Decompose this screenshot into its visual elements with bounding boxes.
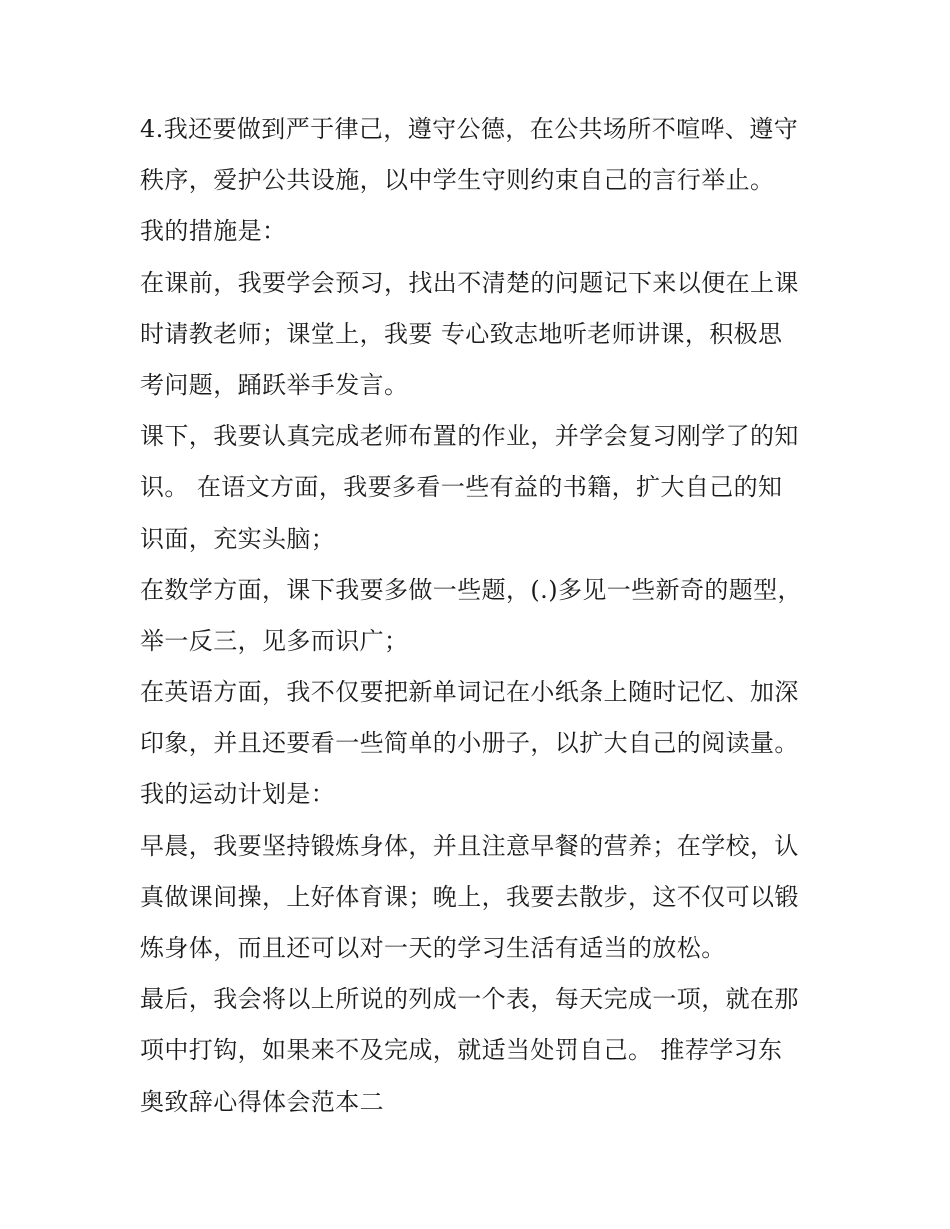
document-body <box>140 104 820 1128</box>
text-line: 识面，充实头脑； <box>140 524 336 553</box>
text-line: 秩序，爱护公共设施，以中学生守则约束自己的言行举止。 <box>140 166 775 195</box>
text-line: 炼身体，而且还可以对一天的学习生活有适当的放松。 <box>140 934 726 962</box>
text-line: 真做课间操，上好体育课；晚上，我要去散步，这不仅可以锻 <box>140 882 799 911</box>
text-line: 在数学方面，课下我要多做一些题，(.)多见一些新奇的题型， <box>140 575 802 604</box>
text-line: 我的运动计划是： <box>140 780 336 809</box>
text-line: 课下，我要认真完成老师布置的作业，并学会复习刚学了的知 <box>140 422 799 451</box>
text-line: 项中打钩，如果来不及完成，就适当处罚自己。 推荐学习东 <box>140 1036 783 1065</box>
text-line: 考问题，踊跃举手发言。 <box>140 370 409 399</box>
text-line: 4.我还要做到严于律己，遵守公德，在公共场所不喧哗、遵守 <box>140 115 799 143</box>
text-line: 早晨，我要坚持锻炼身体，并且注意早餐的营养；在学校，认 <box>140 831 799 860</box>
text-line: 举一反三，见多而识广； <box>140 626 409 655</box>
text-line: 识。 在语文方面，我要多看一些有益的书籍，扩大自己的知 <box>140 473 783 502</box>
text-line: 时请教老师；课堂上，我要 专心致志地听老师讲课，积极思 <box>140 319 783 348</box>
text-line: 印象，并且还要看一些简单的小册子，以扩大自己的阅读量。 <box>140 729 799 758</box>
text-line: 在课前，我要学会预习，找出不清楚的问题记下来以便在上课 <box>140 268 799 297</box>
text-line: 在英语方面，我不仅要把新单词记在小纸条上随时记忆、加深 <box>140 678 799 707</box>
text-line: 奥致辞心得体会范本二 <box>140 1087 384 1116</box>
text-line: 最后，我会将以上所说的列成一个表，每天完成一项，就在那 <box>140 985 799 1014</box>
text-line: 我的措施是： <box>140 217 287 246</box>
